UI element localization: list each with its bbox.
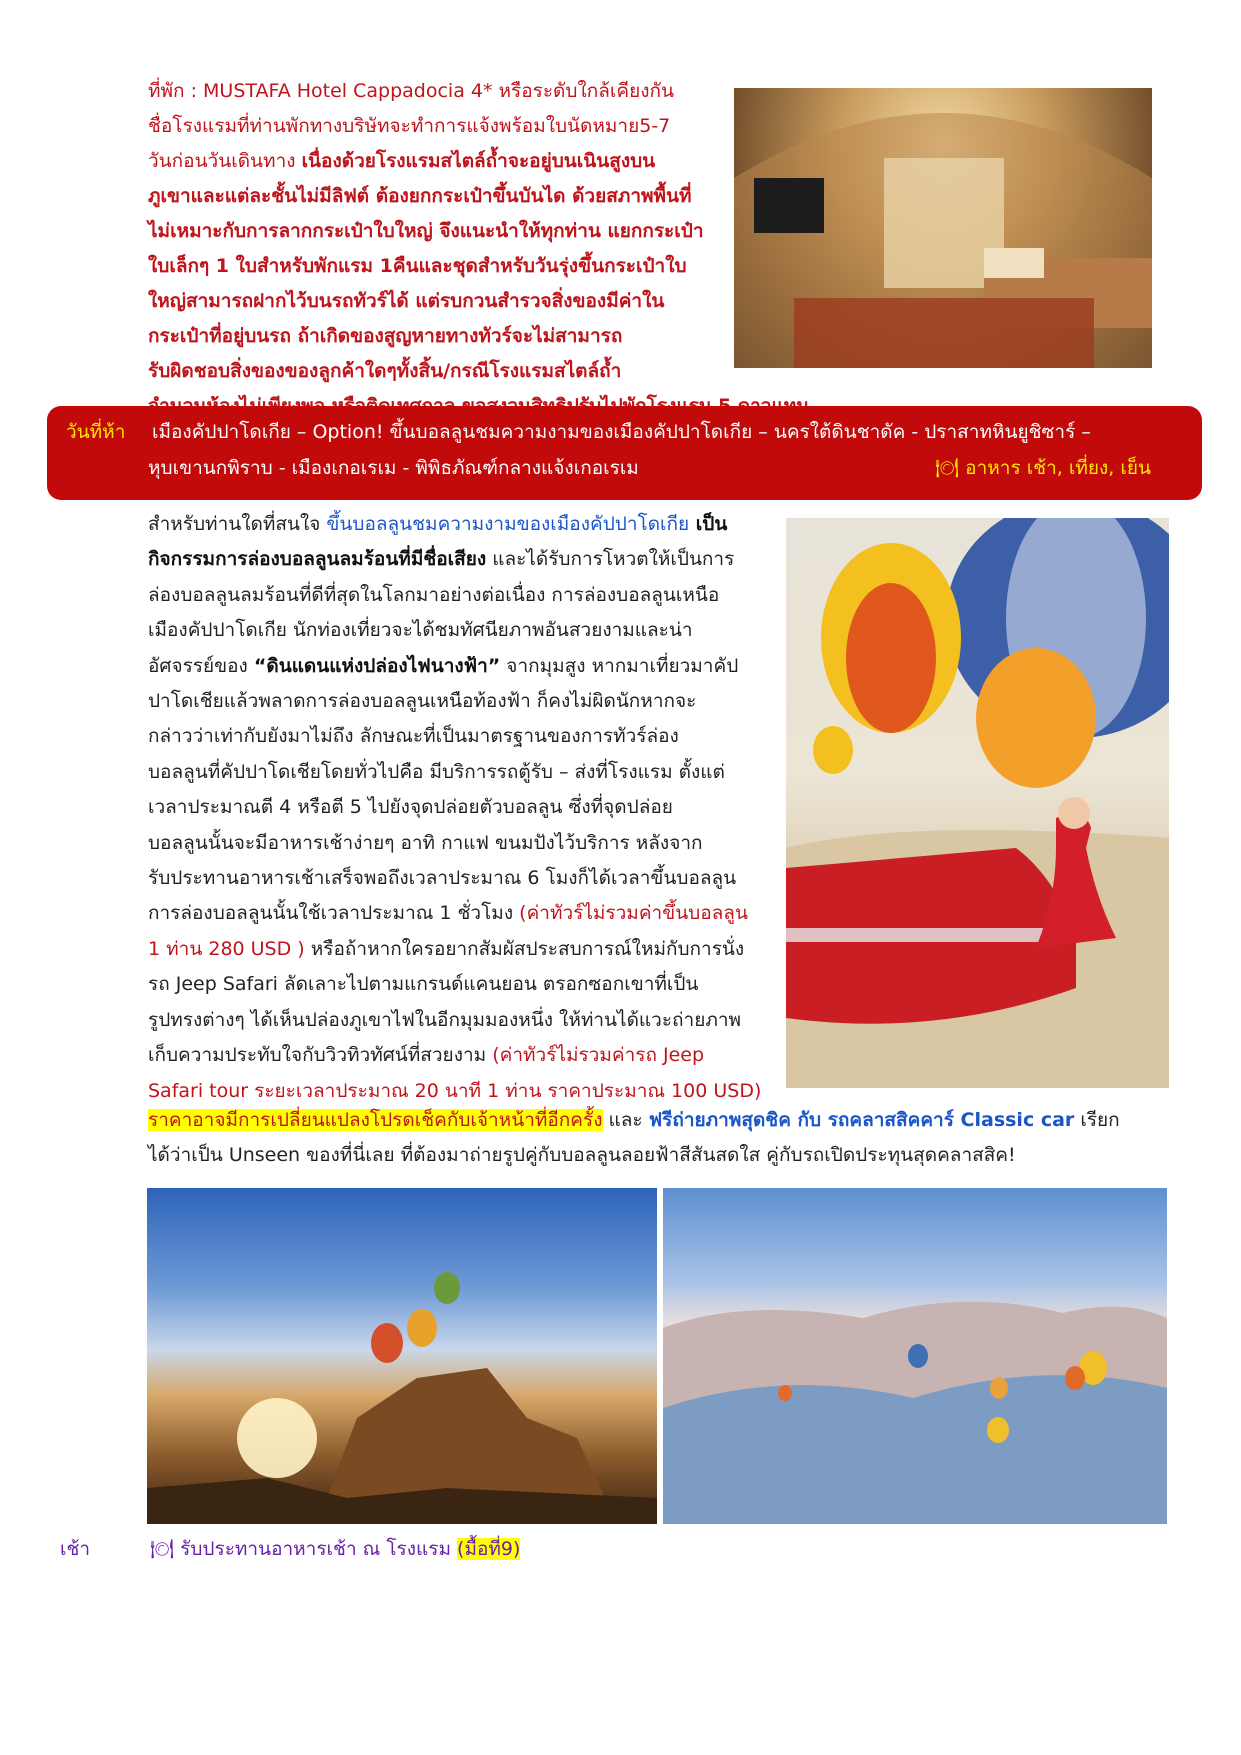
hotel-name-line: ที่พัก : MUSTAFA Hotel Cappadocia 4* หรือระดับใกล้เคียงกัน [148, 80, 674, 102]
balloon-span: เป็น [689, 513, 728, 535]
classic-car-span: และ [602, 1109, 649, 1131]
balloon-span: หรือถ้าหากใครอยากสัมผัสประสบการณ์ใหม่กับการนั่ง [304, 937, 745, 960]
uchisar-castle-photo [147, 1188, 657, 1524]
jeep-price-note-line: Safari tour ระยะเวลาประมาณ 20 นาที 1 ท่าน ราคาประมาณ 100 USD) [148, 1079, 762, 1102]
meals-text: อาหาร เช้า, เที่ยง, เย็น [965, 457, 1151, 479]
balloon-line: รูปทรงต่างๆ ได้เห็นปล่องภูเขาไฟในอีกมุมมองหนึ่ง ให้ท่านได้แวะถ่ายภาพ [148, 1008, 742, 1031]
cave-hotel-room-photo [734, 88, 1152, 368]
valley-illustration [663, 1188, 1167, 1524]
day-label: วันที่ห้า [66, 421, 126, 443]
balloon-line: เมืองคัปปาโดเกีย นักท่องเที่ยวจะได้ชมทัศนียภาพอันสวยงามและน่า [148, 619, 693, 642]
balloon-price-note: (ค่าทัวร์ไม่รวมค่าขึ้นบอลลูน [519, 902, 748, 925]
balloon-text-block [148, 507, 778, 1109]
hotel-warning-line: ใบเล็กๆ 1 ใบสำหรับพักแรม 1คืนและชุดสำหรับวันรุ่งขึ้นกระเป๋าใบ [148, 255, 687, 277]
balloon-line: กล่าวว่าเท่ากับยังมาไม่ถึง ลักษณะที่เป็นมาตรฐานของการทัวร์ล่อง [148, 725, 679, 748]
balloon-span: เก็บความประทับใจกับวิวทิวทัศน์ที่สวยงาม [148, 1044, 493, 1067]
balloon-classic-car-photo [786, 518, 1169, 1088]
balloon-span: จากมุมสูง หากมาเที่ยวมาคัป [500, 654, 739, 677]
uchisar-illustration [147, 1188, 657, 1524]
balloon-line: รับประทานอาหารเช้าเสร็จพอถึงเวลาประมาณ 6 โมงก็ได้เวลาขึ้นบอลลูน [148, 867, 737, 890]
balloon-line [148, 649, 778, 684]
balloon-span: การล่องบอลลูนนั้นใช้เวลาประมาณ 1 ชั่วโมง [148, 902, 520, 925]
hotel-warning-line: ใหญ่สามารถฝากไว้บนรถทัวร์ได้ แต่รบกวนสำรวจสิ่งของมีค่าใน [148, 290, 665, 312]
hotel-warning-span: เนื่องด้วยโรงแรมสไตล์ถ้ำจะอยู่บนเนินสูงบน [301, 150, 656, 172]
cave-room-illustration [734, 88, 1152, 368]
balloon-line: บอลลูนที่คัปปาโดเชียโดยทั่วไปคือ มีบริการรถตู้รับ – ส่งที่โรงแรม ตั้งแต่ [148, 760, 725, 783]
balloon-line [148, 507, 778, 542]
classic-car-line [148, 1103, 1168, 1138]
classic-car-line: ได้ว่าเป็น Unseen ของที่นี่เลย ที่ต้องมาถ่ายรูปคู่กับบอลลูนลอยฟ้าสีสันสดใส คู่กับรถเปิดประทุนสุดคลาสสิค! [148, 1144, 1016, 1166]
hotel-warning-line: รับผิดชอบสิ่งของของลูกค้าใดๆทั้งสิ้น/กรณีโรงแรมสไตล์ถ้ำ [148, 360, 622, 382]
classic-car-text-block [148, 1103, 1168, 1173]
breakfast-time-label: เช้า [60, 1538, 91, 1560]
balloon-option-link-text: ขึ้นบอลลูนชมความงามของเมืองคัปปาโดเกีย [326, 513, 690, 535]
balloon-line: ปาโดเชียแล้วพลาดการล่องบอลลูนเหนือท้องฟ้า ก็คงไม่ผิดนักหากจะ [148, 690, 697, 713]
fairy-chimney-quote: “ดินแดนแห่งปล่องไฟนางฟ้า” [253, 654, 501, 677]
balloon-line: เวลาประมาณตี 4 หรือตี 5 ไปยังจุดปล่อยตัวบอลลูน ซึ่งที่จุดปล่อย [148, 796, 673, 819]
classic-car-span: เรียก [1074, 1109, 1120, 1131]
breakfast-text: รับประทานอาหารเช้า ณ โรงแรม [174, 1538, 458, 1560]
balloon-span: และได้รับการโหวตให้เป็นการ [486, 548, 735, 571]
balloon-line [148, 896, 778, 931]
hotel-text-block [148, 74, 738, 424]
meals-info [935, 450, 1151, 486]
balloon-line: บอลลูนนั้นจะมีอาหารเช้าง่ายๆ อาทิ กาแฟ ขนมปังไว้บริการ หลังจาก [148, 831, 703, 854]
hotel-warning-line: ภูเขาและแต่ละชั้นไม่มีลิฟต์ ต้องยกกระเป๋าขึ้นบันได ด้วยสภาพพื้นที่ [148, 185, 692, 207]
jeep-price-note: (ค่าทัวร์ไม่รวมค่ารถ Jeep [492, 1044, 705, 1067]
hotel-warning-line: กระเป๋าที่อยู่บนรถ ถ้าเกิดของสูญหายทางทัวร์จะไม่สามารถ [148, 325, 623, 347]
free-photo-classic-car: ฟรีถ่ายภาพสุดชิค กับ รถคลาสสิคคาร์ Classic car [648, 1109, 1075, 1131]
balloon-line [148, 542, 778, 577]
breakfast-line [150, 1533, 520, 1565]
balloon-price-note: 1 ท่าน 280 USD ) [148, 937, 305, 960]
balloon-line: ล่องบอลลูนลมร้อนที่ดีที่สุดในโลกมาอย่างต่อเนื่อง การล่องบอลลูนเหนือ [148, 583, 720, 606]
meal-icon: 🍽 [935, 457, 960, 479]
balloon-line: รถ Jeep Safari ลัดเลาะไปตามแกรนด์แคนยอน ตรอกซอกเขาที่เป็น [148, 973, 699, 996]
day-itinerary-line-2: หุบเขานกพิราบ - เมืองเกอเรเม - พิพิธภัณฑ์กลางแจ้งเกอเรเม [148, 457, 639, 479]
meal-icon: 🍽 [150, 1538, 175, 1560]
hotel-notice-span: วันก่อนวันเดินทาง [148, 150, 302, 172]
hotel-warning-line: ไม่เหมาะกับการลากกระเป๋าใบใหญ่ จึงแนะนำให้ทุกท่าน แยกกระเป๋า [148, 220, 704, 242]
hotel-notice-line: ชื่อโรงแรมที่ท่านพักทางบริษัทจะทำการแจ้งพร้อมใบนัดหมาย5-7 [148, 115, 671, 137]
meal-number-badge: (มื้อที่9) [457, 1538, 521, 1560]
balloon-car-illustration [786, 518, 1169, 1088]
day-itinerary-line-1: เมืองคัปปาโดเกีย – Option! ขึ้นบอลลูนชมความงามของเมืองคัปปาโดเกีย – นครใต้ดินชาดัค - ปราสาทหินยูชิซาร์ – [152, 421, 1091, 443]
price-change-highlight: ราคาอาจมีการเปลี่ยนแปลงโปรดเช็คกับเจ้าหน้าที่อีกครั้ง [148, 1109, 603, 1131]
goreme-valley-balloons-photo [663, 1188, 1167, 1524]
balloon-span: สำหรับท่านใดที่สนใจ [148, 513, 327, 535]
balloon-bold-span: กิจกรรมการล่องบอลลูนลมร้อนที่มีชื่อเสียง [148, 548, 487, 571]
balloon-line [148, 1038, 778, 1073]
balloon-span: อัศจรรย์ของ [148, 654, 254, 677]
hotel-notice-line [148, 144, 738, 179]
balloon-line [148, 932, 778, 967]
